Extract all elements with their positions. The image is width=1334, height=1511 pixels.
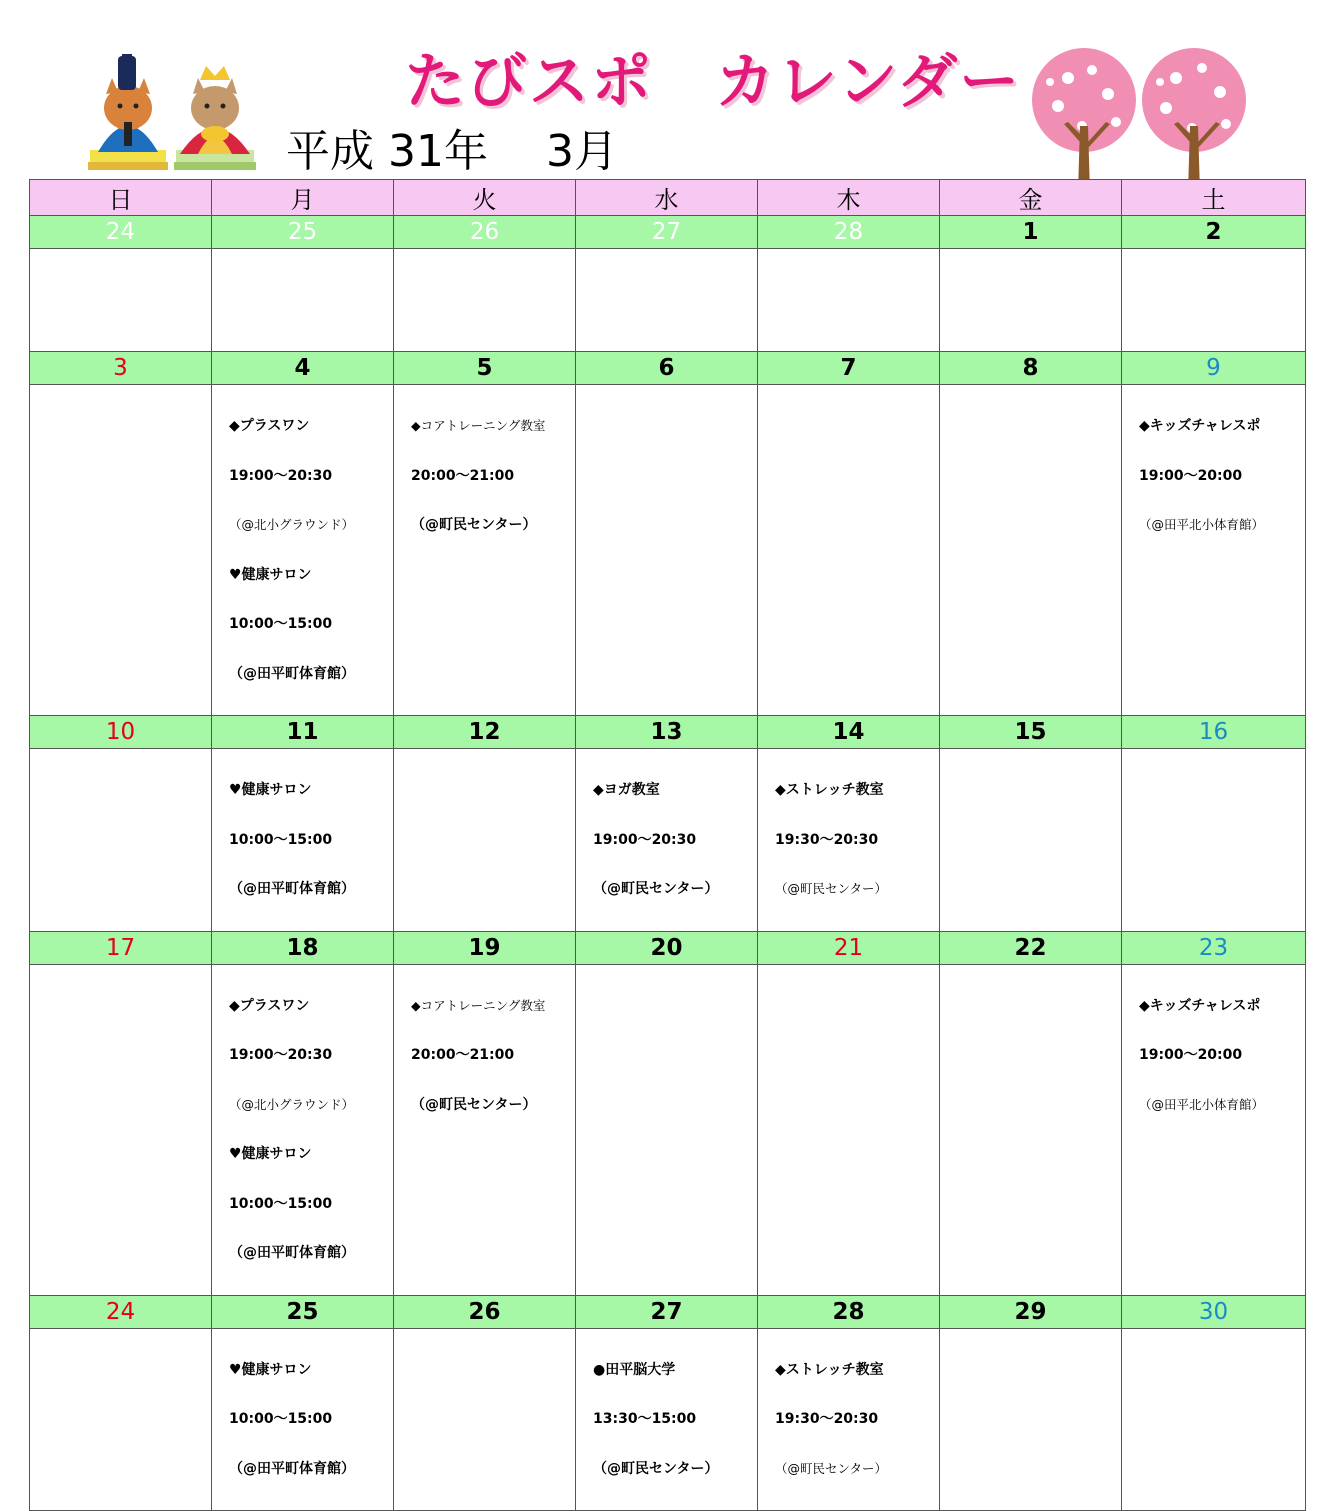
event-title: ♥健康サロン bbox=[229, 1361, 312, 1378]
date-cell: 18 bbox=[212, 931, 394, 964]
event-time: 19:00～20:00 bbox=[1139, 1047, 1243, 1063]
event-cell bbox=[758, 249, 940, 352]
event-title: ◆プラスワン bbox=[229, 418, 310, 434]
event-cell bbox=[940, 385, 1122, 716]
date-cell: 12 bbox=[394, 716, 576, 749]
weekday-fri: 金 bbox=[940, 180, 1122, 216]
event-entry bbox=[394, 385, 575, 567]
event-entry bbox=[212, 1329, 393, 1511]
date-cell: 27 bbox=[576, 1295, 758, 1328]
event-time: 20:00～21:00 bbox=[411, 467, 515, 484]
event-venue: （@町民センター） bbox=[411, 1096, 537, 1113]
event-row bbox=[30, 749, 1306, 932]
weekday-sat: 土 bbox=[1122, 180, 1306, 216]
event-cell bbox=[30, 964, 212, 1295]
date-cell: 27 bbox=[576, 216, 758, 249]
weekday-wed: 水 bbox=[576, 180, 758, 216]
event-venue: （@北小グラウンド） bbox=[229, 1096, 355, 1112]
date-cell: 17 bbox=[30, 931, 212, 964]
weekday-mon: 月 bbox=[212, 180, 394, 216]
event-row bbox=[30, 964, 1306, 1295]
event-venue: （@田平北小体育館） bbox=[1139, 517, 1265, 532]
date-row bbox=[30, 216, 1306, 249]
event-cell bbox=[212, 964, 394, 1295]
event-time: 19:30～20:30 bbox=[775, 831, 879, 848]
event-time: 13:30～15:00 bbox=[593, 1411, 697, 1427]
date-row bbox=[30, 716, 1306, 749]
event-row bbox=[30, 385, 1306, 716]
event-time: 10:00～15:00 bbox=[229, 616, 333, 632]
event-venue: （@田平町体育館） bbox=[229, 1245, 355, 1261]
event-title: ◆プラスワン bbox=[229, 997, 310, 1014]
date-cell: 7 bbox=[758, 352, 940, 385]
date-cell: 1 bbox=[940, 216, 1122, 249]
event-cell bbox=[30, 385, 212, 716]
date-cell-holiday: 21 bbox=[758, 931, 940, 964]
date-row bbox=[30, 352, 1306, 385]
event-venue: （@田平町体育館） bbox=[229, 1460, 355, 1477]
event-cell bbox=[212, 749, 394, 932]
event-cell bbox=[1122, 249, 1306, 352]
event-row bbox=[30, 249, 1306, 352]
event-title: ◆ストレッチ教室 bbox=[775, 1361, 884, 1378]
date-cell: 26 bbox=[394, 216, 576, 249]
date-cell: 29 bbox=[940, 1295, 1122, 1328]
event-time: 19:00～20:30 bbox=[229, 467, 333, 484]
event-entry bbox=[394, 965, 575, 1147]
weekday-tue: 火 bbox=[394, 180, 576, 216]
date-cell: 5 bbox=[394, 352, 576, 385]
event-venue: （@町民センター） bbox=[593, 881, 719, 897]
event-time: 20:00～21:00 bbox=[411, 1047, 515, 1063]
event-cell bbox=[940, 749, 1122, 932]
date-cell: 24 bbox=[30, 216, 212, 249]
event-time: 19:00～20:00 bbox=[1139, 467, 1243, 484]
event-venue: （@田平町体育館） bbox=[229, 881, 355, 897]
event-venue: （@町民センター） bbox=[411, 517, 537, 533]
date-row bbox=[30, 1295, 1306, 1328]
event-cell bbox=[576, 964, 758, 1295]
date-cell: 15 bbox=[940, 716, 1122, 749]
event-cell bbox=[940, 964, 1122, 1295]
event-time: 19:00～20:30 bbox=[229, 1047, 333, 1063]
event-entry bbox=[758, 1329, 939, 1511]
date-cell: 4 bbox=[212, 352, 394, 385]
date-row bbox=[30, 931, 1306, 964]
date-cell: 8 bbox=[940, 352, 1122, 385]
event-cell bbox=[1122, 749, 1306, 932]
date-cell: 13 bbox=[576, 716, 758, 749]
event-title: ◆コアトレーニング教室 bbox=[411, 418, 546, 433]
event-cell bbox=[394, 749, 576, 932]
date-cell: 11 bbox=[212, 716, 394, 749]
weekday-header-row bbox=[30, 180, 1306, 216]
event-cell bbox=[394, 1328, 576, 1511]
date-cell: 23 bbox=[1122, 931, 1306, 964]
date-cell: 28 bbox=[758, 1295, 940, 1328]
date-cell: 10 bbox=[30, 716, 212, 749]
event-cell bbox=[1122, 385, 1306, 716]
event-time: 10:00～15:00 bbox=[229, 1195, 333, 1212]
event-venue: （@田平町体育館） bbox=[229, 665, 355, 682]
calendar-title: たびスポ カレンダー bbox=[405, 47, 1022, 117]
date-cell: 6 bbox=[576, 352, 758, 385]
date-cell: 16 bbox=[1122, 716, 1306, 749]
event-time: 10:00～15:00 bbox=[229, 831, 333, 848]
event-title: ◆ストレッチ教室 bbox=[775, 782, 884, 798]
event-cell bbox=[940, 249, 1122, 352]
event-cell bbox=[394, 964, 576, 1295]
event-entry bbox=[212, 749, 393, 931]
date-cell: 25 bbox=[212, 216, 394, 249]
event-venue: （@北小グラウンド） bbox=[229, 517, 355, 532]
date-cell: 20 bbox=[576, 931, 758, 964]
event-cell bbox=[576, 385, 758, 716]
date-cell: 9 bbox=[1122, 352, 1306, 385]
event-entry bbox=[758, 749, 939, 931]
event-cell bbox=[30, 749, 212, 932]
event-cell bbox=[576, 749, 758, 932]
date-cell: 25 bbox=[212, 1295, 394, 1328]
event-row bbox=[30, 1328, 1306, 1511]
event-cell bbox=[758, 964, 940, 1295]
weekday-sun: 日 bbox=[30, 180, 212, 216]
hina-dolls-illustration bbox=[88, 50, 258, 172]
event-cell bbox=[212, 249, 394, 352]
event-cell bbox=[758, 749, 940, 932]
event-entry bbox=[576, 749, 757, 931]
event-entry bbox=[576, 1329, 757, 1511]
event-title: ●田平脳大学 bbox=[593, 1361, 676, 1378]
event-entry bbox=[212, 965, 393, 1295]
event-venue: （@町民センター） bbox=[593, 1460, 719, 1477]
date-cell: 26 bbox=[394, 1295, 576, 1328]
event-entry bbox=[212, 385, 393, 715]
calendar-grid bbox=[29, 179, 1306, 1511]
event-title: ◆キッズチャレスポ bbox=[1139, 997, 1261, 1014]
event-venue: （@田平北小体育館） bbox=[1139, 1096, 1265, 1112]
event-cell bbox=[394, 385, 576, 716]
event-cell bbox=[758, 385, 940, 716]
event-cell bbox=[576, 249, 758, 352]
date-cell: 19 bbox=[394, 931, 576, 964]
event-entry bbox=[1122, 965, 1305, 1147]
date-cell: 30 bbox=[1122, 1295, 1306, 1328]
event-cell bbox=[394, 249, 576, 352]
event-cell bbox=[212, 1328, 394, 1511]
event-title: ◆キッズチャレスポ bbox=[1139, 418, 1261, 434]
date-cell: 3 bbox=[30, 352, 212, 385]
event-title: ♥健康サロン bbox=[229, 1146, 312, 1162]
event-title: ♥健康サロン bbox=[229, 566, 312, 583]
event-cell bbox=[1122, 964, 1306, 1295]
cherry-blossom-trees-illustration bbox=[1030, 42, 1252, 192]
date-cell: 28 bbox=[758, 216, 940, 249]
event-time: 19:00～20:30 bbox=[593, 831, 697, 848]
event-title: ◆コアトレーニング教室 bbox=[411, 997, 546, 1013]
date-cell: 2 bbox=[1122, 216, 1306, 249]
event-cell bbox=[1122, 1328, 1306, 1511]
event-venue: （@町民センター） bbox=[775, 1460, 888, 1476]
date-cell: 24 bbox=[30, 1295, 212, 1328]
date-cell: 22 bbox=[940, 931, 1122, 964]
event-entry bbox=[1122, 385, 1305, 567]
weekday-thu: 木 bbox=[758, 180, 940, 216]
event-title: ◆ヨガ教室 bbox=[593, 782, 660, 798]
event-cell bbox=[212, 385, 394, 716]
calendar-month-heading: 平成 31年 3月 bbox=[286, 126, 618, 177]
event-cell bbox=[576, 1328, 758, 1511]
event-cell bbox=[758, 1328, 940, 1511]
event-cell bbox=[30, 1328, 212, 1511]
date-cell: 14 bbox=[758, 716, 940, 749]
event-cell bbox=[940, 1328, 1122, 1511]
event-title: ♥健康サロン bbox=[229, 782, 312, 798]
event-cell bbox=[30, 249, 212, 352]
event-time: 10:00～15:00 bbox=[229, 1411, 333, 1427]
event-venue: （@町民センター） bbox=[775, 881, 888, 896]
event-time: 19:30～20:30 bbox=[775, 1411, 879, 1427]
